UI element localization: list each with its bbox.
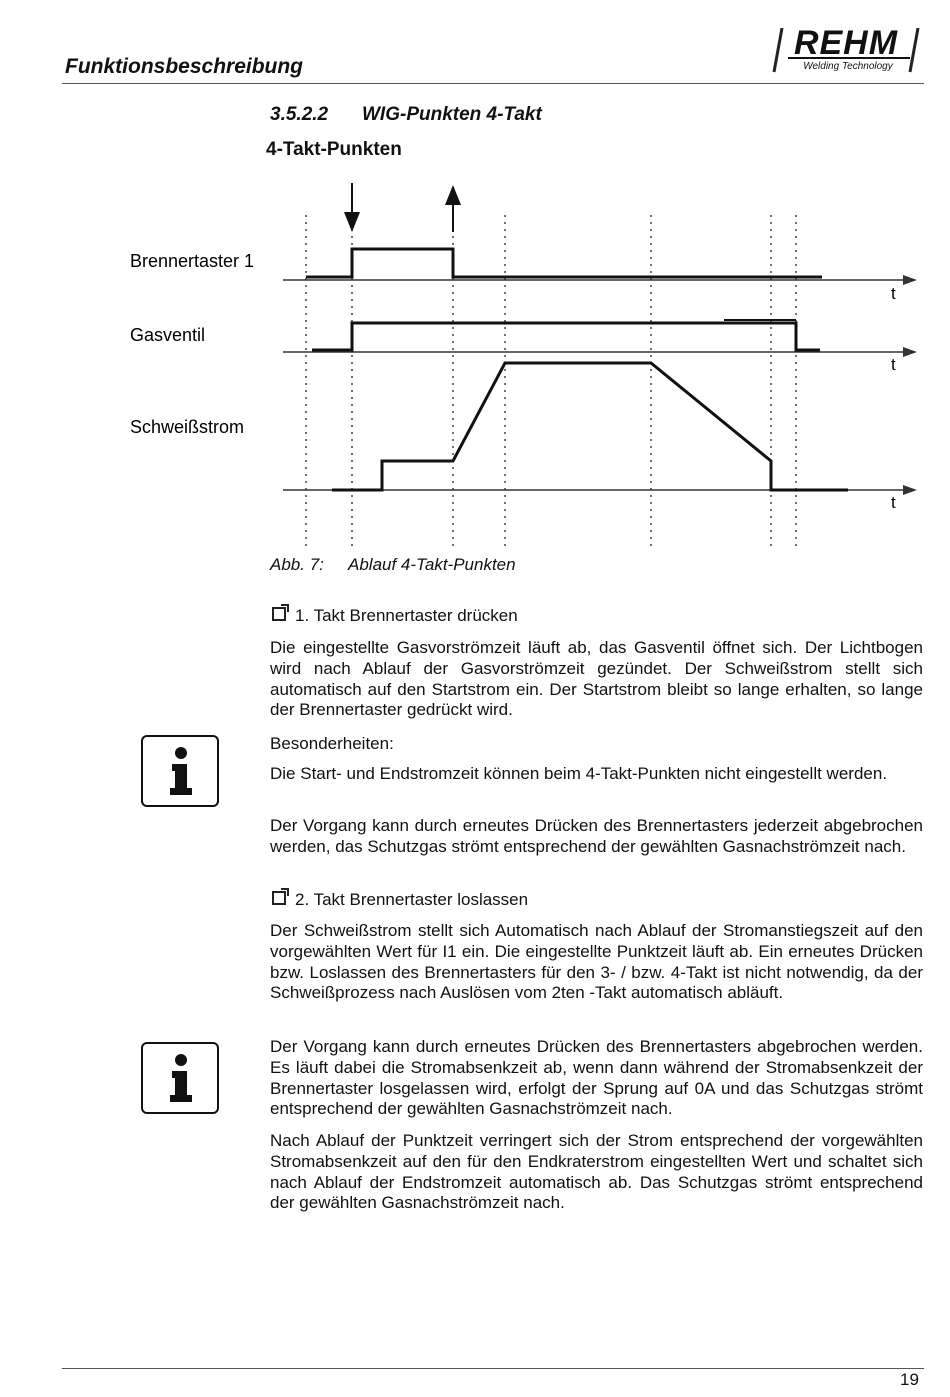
section-title: WIG-Punkten 4-Takt (362, 104, 542, 125)
footer-divider (62, 1368, 924, 1369)
timing-diagram (0, 0, 950, 600)
bullet-text: 2. Takt Brennertaster loslassen (295, 890, 529, 909)
section-subtitle: 4-Takt-Punkten (266, 139, 402, 160)
checkbox-bullet-icon (272, 891, 286, 905)
logo-subtext: Welding Technology (803, 61, 893, 72)
waveform-gasventil (312, 323, 820, 350)
figure-caption-text: Ablauf 4-Takt-Punkten (348, 555, 516, 574)
press-arrow-icon (344, 183, 360, 232)
paragraph-heading: Besonderheiten: (270, 734, 394, 753)
page-number: 19 (900, 1370, 919, 1389)
list-item (272, 606, 518, 627)
paragraph: Die Start- und Endstromzeit können beim 4-Takt-Punkten nicht eingestellt werden. (270, 764, 888, 783)
release-arrow-icon (445, 185, 461, 232)
paragraph: Der Schweißstrom stellt sich Automatisch nach Ablauf der Stromanstiegszeit auf den vorgewählten Wert für I1 ein. Die eingestellte Punktzeit läuft ab. Ein erneutes Drücken bzw. Loslassen des Brennertasters für den 3- / bzw. 4-Takt ist nicht notwendig, da der Schweißprozess nach Auslösen vom 2ten -Takt automatisch abläuft. (270, 921, 923, 1003)
page-header-title: Funktionsbeschreibung (65, 55, 304, 78)
info-icon (141, 1042, 219, 1114)
signal-label-brennertaster: Brennertaster 1 (130, 251, 255, 271)
paragraph: Der Vorgang kann durch erneutes Drücken des Brennertasters abgebrochen werden. Es läuft dabei die Stromabsenkzeit ab, wenn dann während der Stromabsenkzeit der Brennertaster losgelassen wird, erfolgt der Sprung auf 0A und das Schutzgas strömt entsprechend der gewählten Gasnachströmzeit nach. (270, 1037, 923, 1119)
list-item (272, 890, 528, 911)
logo-wordmark: REHM (793, 24, 899, 62)
paragraph: Der Vorgang kann durch erneutes Drücken des Brennertasters jederzeit abgebrochen werden, das Schutzgas strömt entsprechend der gewählten Gasnachströmzeit nach. (270, 816, 923, 856)
waveform-brennertaster (306, 249, 822, 277)
info-icon (141, 735, 219, 807)
signal-label-schweissstrom: Schweißstrom (130, 417, 245, 437)
paragraph: Nach Ablauf der Punktzeit verringert sich der Strom entsprechend der vorgewählten Stromabsenkzeit auf den für den Endkraterstrom eingestellten Wert und schaltet sich nach Ablauf der Endstromzeit automatisch ab. Das Schutzgas strömt entsprechend der gewählten Gasnachströmzeit nach. (270, 1131, 923, 1213)
signal-label-gasventil: Gasventil (130, 325, 206, 345)
checkbox-bullet-icon (272, 607, 286, 621)
time-markers (306, 215, 796, 550)
bullet-text: 1. Takt Brennertaster drücken (295, 606, 518, 625)
section-number: 3.5.2.2 (270, 104, 329, 125)
paragraph: Die eingestellte Gasvorströmzeit läuft ab, das Gasventil öffnet sich. Der Lichtbogen wird nach Ablauf der Gasvorströmzeit gezündet. Der Schweißstrom stellt sich automatisch auf den Startstrom ein. Der Startstrom bleibt so lange erhalten, so lange der Brennertaster gedrückt wird. (270, 638, 923, 720)
axis-label-t-1: t (891, 284, 896, 303)
figure-number: Abb. 7: (270, 555, 324, 574)
time-axes (283, 275, 917, 495)
axis-label-t-3: t (891, 493, 896, 512)
axis-label-t-2: t (891, 355, 896, 374)
figure-caption (270, 555, 516, 575)
